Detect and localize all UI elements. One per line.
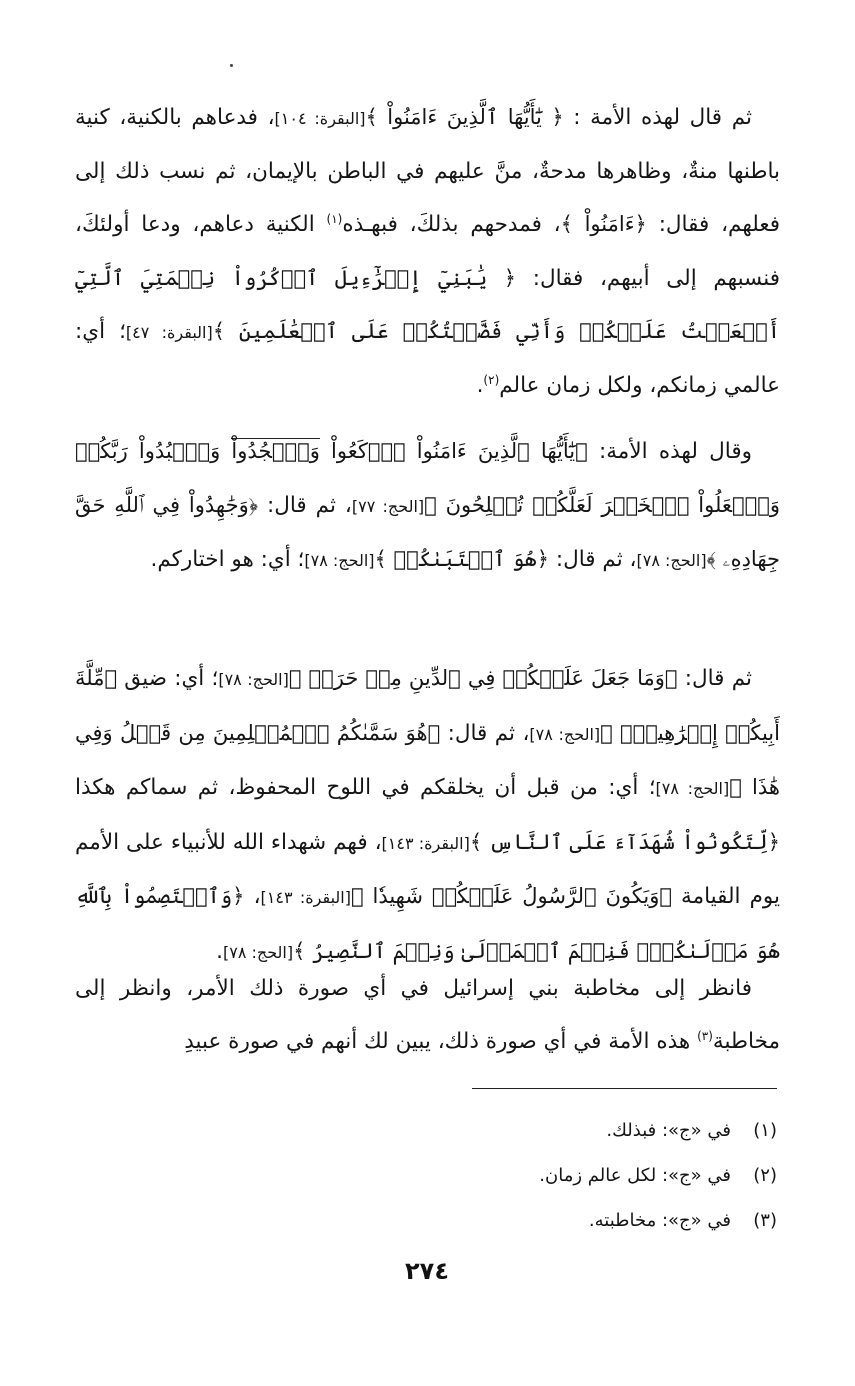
footnote-number: (١) <box>753 1120 777 1141</box>
footnote-item <box>380 1108 777 1153</box>
footnote-item <box>380 1198 777 1243</box>
text-segment: ، فدعاهم بالكنية، كنية باطنها منةٌ، وظاهرها مدحةٌ، منَّ عليهم في الباطن بالإيمان، ثم نسب ذلك إلى فعلهم، فقال: <box>75 105 780 237</box>
text-segment: ، فهم شهداء الله للأنبياء على الأمم يوم القيامة <box>75 829 781 909</box>
footnote-marker: (٢) <box>483 372 500 387</box>
text-segment: ؛ أي: هو اختاركم. <box>150 547 305 572</box>
text-segment: . <box>476 372 484 398</box>
text-segment: هذه الأمة في أي صورة ذلك، يبين لك أنهم في صورة عبيدِ <box>184 1028 698 1054</box>
footnote-text: في «ج»: مخاطبته. <box>588 1210 731 1231</box>
text-segment: وقال لهذه الأمة: <box>587 439 753 464</box>
page-number: ٢٧٤ <box>405 1257 449 1285</box>
text-segment: ؛ أي: عالمي زمانكم، ولكل زمان عالم <box>75 319 780 398</box>
quran-verse: ﴿وَمَا جَعَلَ عَلَيۡكُمۡ فِي ٱلدِّينِ مِنۡ حَرَجٖ ﴾ <box>288 666 678 690</box>
footnote-item <box>380 1153 777 1198</box>
quran-verse: ﴿هُوَ ٱجۡتَبَىٰكُمۡ ﴾ <box>374 547 550 571</box>
verse-reference: [البقرة: ١٤٣] <box>260 888 351 907</box>
quran-verse: ﴿يَٰٓأَيُّهَا ٱلَّذِينَ ءَامَنُواْ ٱرۡكَعُواْ <box>319 439 588 463</box>
verse-reference: [البقرة: ١٠٤] <box>274 109 366 128</box>
verse-reference: [الحج: ٧٨] <box>529 724 601 744</box>
text-segment: ثم قال: <box>677 666 752 691</box>
quran-verse: ﴿وَيَكُونَ ٱلرَّسُولُ عَلَيۡكُمۡ شَهِيدٗا ﴾ <box>350 884 672 908</box>
verse-reference: [الحج: ٧٨] <box>304 551 375 570</box>
quran-verse: ﴿وَٱعۡتَصِمُواْ بِٱللَّهِ هُوَ مَوۡلَىٰكُمۡۖ فَنِعۡمَ ٱلۡمَوۡلَىٰ وَنِعۡمَ ٱلنَّصِيرُ ﴾ <box>75 884 780 963</box>
text-segment: ، فمدحهم بذلكَ، فبهـذه <box>342 212 561 237</box>
footnote-divider <box>472 1088 777 1089</box>
footnotes <box>380 1108 777 1243</box>
sajda-overline-word: وَٱسۡجُدُواْ <box>231 439 320 463</box>
paragraph-2 <box>75 425 780 588</box>
verse-reference: [الحج: ٧٨] <box>222 942 294 962</box>
quran-verse: ﴿وَجَٰهِدُواْ فِي ٱللَّهِ حَقَّ جِهَادِهِۦ ﴾ <box>75 492 780 571</box>
text-segment: ثم قال لهذه الأمة : <box>563 105 752 130</box>
paragraph-1 <box>75 91 780 412</box>
quran-verse: ﴿ يَٰبَنِيٓ إِسۡرَٰٓءِيلَ ٱذۡكُرُواْ نِعۡمَتِيَ ٱلَّتِيٓ أَنۡعَمۡتُ عَلَيۡكُمۡ وَأَنِّي فَضَّلۡتُكُمۡ عَلَى ٱلۡعَٰلَمِينَ ﴾ <box>75 265 781 343</box>
verse-reference: [البقرة: ٤٧] <box>125 323 213 342</box>
text-segment: ؛ أي: من قبل أن يخلقكم في اللوح المحفوظ، ثم سماكم هكذا <box>75 775 656 800</box>
text-segment: الكنية دعاهم، ودعا أولئكَ، فنسبهم إلى أبيهم، فقال: <box>75 212 780 291</box>
quran-verse: ﴿ يَٰٓأَيُّهَا ٱلَّذِينَ ءَامَنُواْ ﴾ <box>365 105 564 129</box>
text-segment: . <box>216 938 223 964</box>
text-segment: ، <box>244 884 261 909</box>
text-segment: ؛ أي: ضيق <box>117 666 219 691</box>
verse-reference: [البقرة: ١٤٣] <box>381 833 470 853</box>
verse-reference: [الحج: ٧٨] <box>636 551 707 570</box>
quran-verse: ﴿لِّتَكُونُواْ شُهَدَآءَ عَلَى ٱلنَّاسِ ﴾ <box>469 829 781 854</box>
text-segment: فانظر إلى مخاطبة بني إسرائيل في أي صورة ذلك الأمر، وانظر إلى مخاطبة <box>75 976 780 1054</box>
text-segment: ، ثم قال: <box>440 720 530 746</box>
text-segment: ، ثم قال: <box>549 547 637 572</box>
paragraph-3 <box>75 652 780 979</box>
paragraph-4 <box>75 963 780 1068</box>
verse-reference: [الحج: ٧٨] <box>218 670 289 689</box>
footnote-number: (٢) <box>753 1165 777 1186</box>
footnote-marker: (١) <box>326 211 343 226</box>
text-segment: ، ثم قال: <box>258 492 352 518</box>
verse-reference: [الحج: ٧٧] <box>351 496 425 516</box>
quran-verse: ﴿ءَامَنُواْ ﴾ <box>560 212 647 236</box>
print-speck <box>230 64 233 67</box>
footnote-number: (٣) <box>753 1210 777 1231</box>
footnote-text: في «ج»: فبذلك. <box>606 1120 731 1141</box>
footnote-text: في «ج»: لكل عالم زمان. <box>539 1165 731 1186</box>
verse-reference: [الحج: ٧٨] <box>655 779 730 798</box>
footnote-marker: (٣) <box>697 1028 713 1043</box>
quran-verse: وَٱعۡبُدُواْ رَبَّكُمۡ وَٱفۡعَلُواْ ٱلۡخَيۡرَ لَعَلَّكُمۡ تُفۡلِحُونَ ﴾ <box>75 439 780 517</box>
quran-verse: ﴿مِّلَّةَ أَبِيكُمۡ إِبۡرَٰهِيمَۚ ﴾ <box>75 666 780 745</box>
quran-verse: ﴿هُوَ سَمَّىٰكُمُ ٱلۡمُسۡلِمِينَ مِن قَبۡلُ وَفِي هَٰذَا ﴾ <box>75 720 780 799</box>
